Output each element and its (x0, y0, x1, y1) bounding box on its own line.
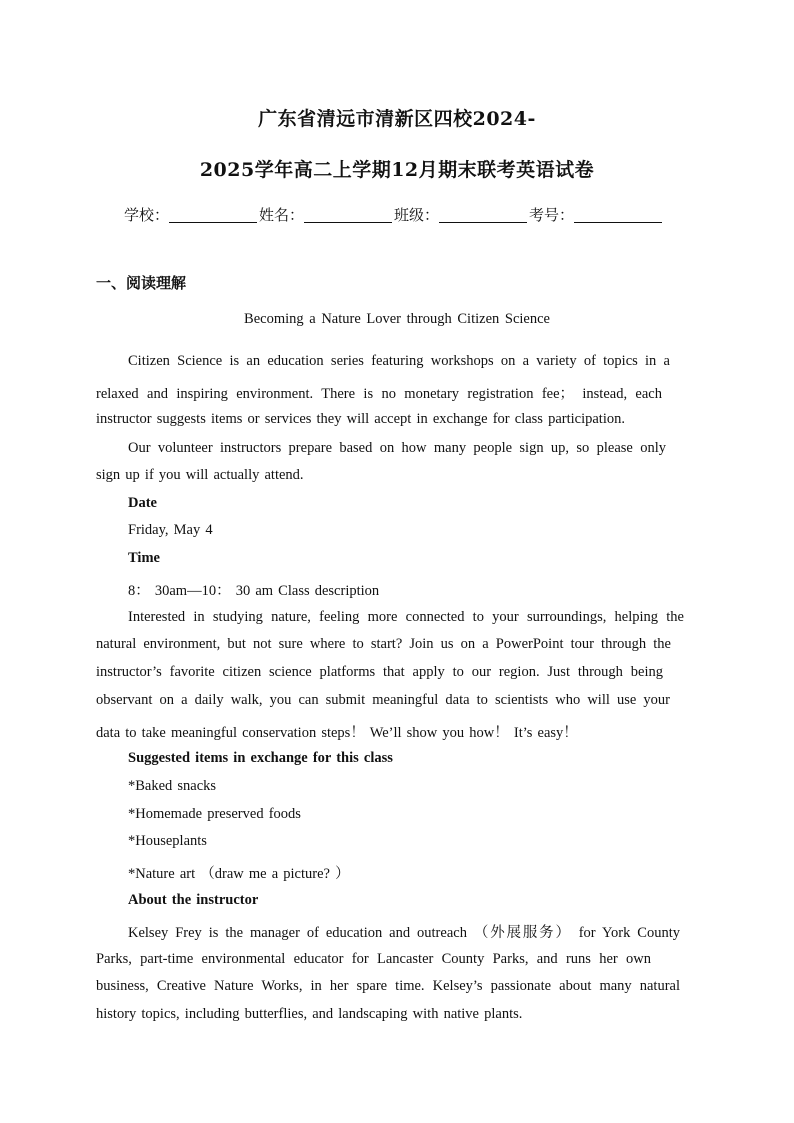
list-item: *Homemade preserved foods (128, 806, 301, 822)
passage-line: Kelsey Frey is the manager of education and outreach （外展服务） for York County (128, 925, 680, 941)
passage-line: natural environment, but not sure where to start? Join us on a PowerPoint tour through the (96, 636, 671, 652)
date-heading: Date (128, 495, 157, 511)
class-blank[interactable] (439, 208, 527, 223)
passage-title: Becoming a Nature Lover through Citizen Science (244, 311, 550, 327)
passage-line: Parks, part-time environmental educator for Lancaster County Parks, and runs her own (96, 951, 651, 967)
passage-line: history topics, including butterflies, and landscaping with native plants. (96, 1006, 523, 1022)
school-field (124, 204, 259, 225)
time-heading: Time (128, 550, 160, 566)
class-field (394, 204, 529, 225)
passage-line: Interested in studying nature, feeling more connected to your surroundings, helping the (128, 609, 684, 625)
exam-number-field (529, 204, 664, 225)
section-heading: 一、阅读理解 (96, 274, 187, 292)
name-field (259, 204, 394, 225)
name-label: 姓名： (259, 206, 305, 224)
exam-title-line-1: 广东省清远市清新区四校2024- (258, 108, 536, 130)
passage-line: business, Creative Nature Works, in her spare time. Kelsey’s passionate about many natural (96, 978, 680, 994)
passage-line: Our volunteer instructors prepare based on how many people sign up, so please only (128, 440, 666, 456)
passage-line: observant on a daily walk, you can submit meaningful data to scientists who will use your (96, 692, 670, 708)
instructor-heading: About the instructor (128, 892, 259, 908)
date-value: Friday, May 4 (128, 522, 213, 538)
exam-number-blank[interactable] (574, 208, 662, 223)
passage-line: instructor’s favorite citizen science platforms that apply to our region. Just through being (96, 664, 663, 680)
passage-line: instructor suggests items or services they will accept in exchange for class participation. (96, 411, 625, 427)
list-item: *Nature art （draw me a picture? ） (128, 866, 350, 882)
list-item: *Houseplants (128, 833, 207, 849)
exam-number-label: 考号： (529, 206, 575, 224)
class-label: 班级： (394, 206, 440, 224)
passage-line: sign up if you will actually attend. (96, 467, 304, 483)
passage-line: data to take meaningful conservation steps！ We’ll show you how！ It’s easy！ (96, 725, 578, 741)
passage-line: relaxed and inspiring environment. There is no monetary registration fee； instead, each (96, 386, 662, 402)
school-blank[interactable] (169, 208, 257, 223)
time-value: 8： 30am—10： 30 am Class description (128, 583, 380, 599)
list-item: *Baked snacks (128, 778, 217, 794)
name-blank[interactable] (304, 208, 392, 223)
suggested-items-heading: Suggested items in exchange for this class (128, 750, 393, 766)
passage-line: Citizen Science is an education series featuring workshops on a variety of topics in a (128, 353, 670, 369)
student-info-fields (124, 204, 664, 225)
exam-title-line-2: 2025学年高二上学期12月期末联考英语试卷 (199, 159, 595, 181)
school-label: 学校： (124, 206, 170, 224)
